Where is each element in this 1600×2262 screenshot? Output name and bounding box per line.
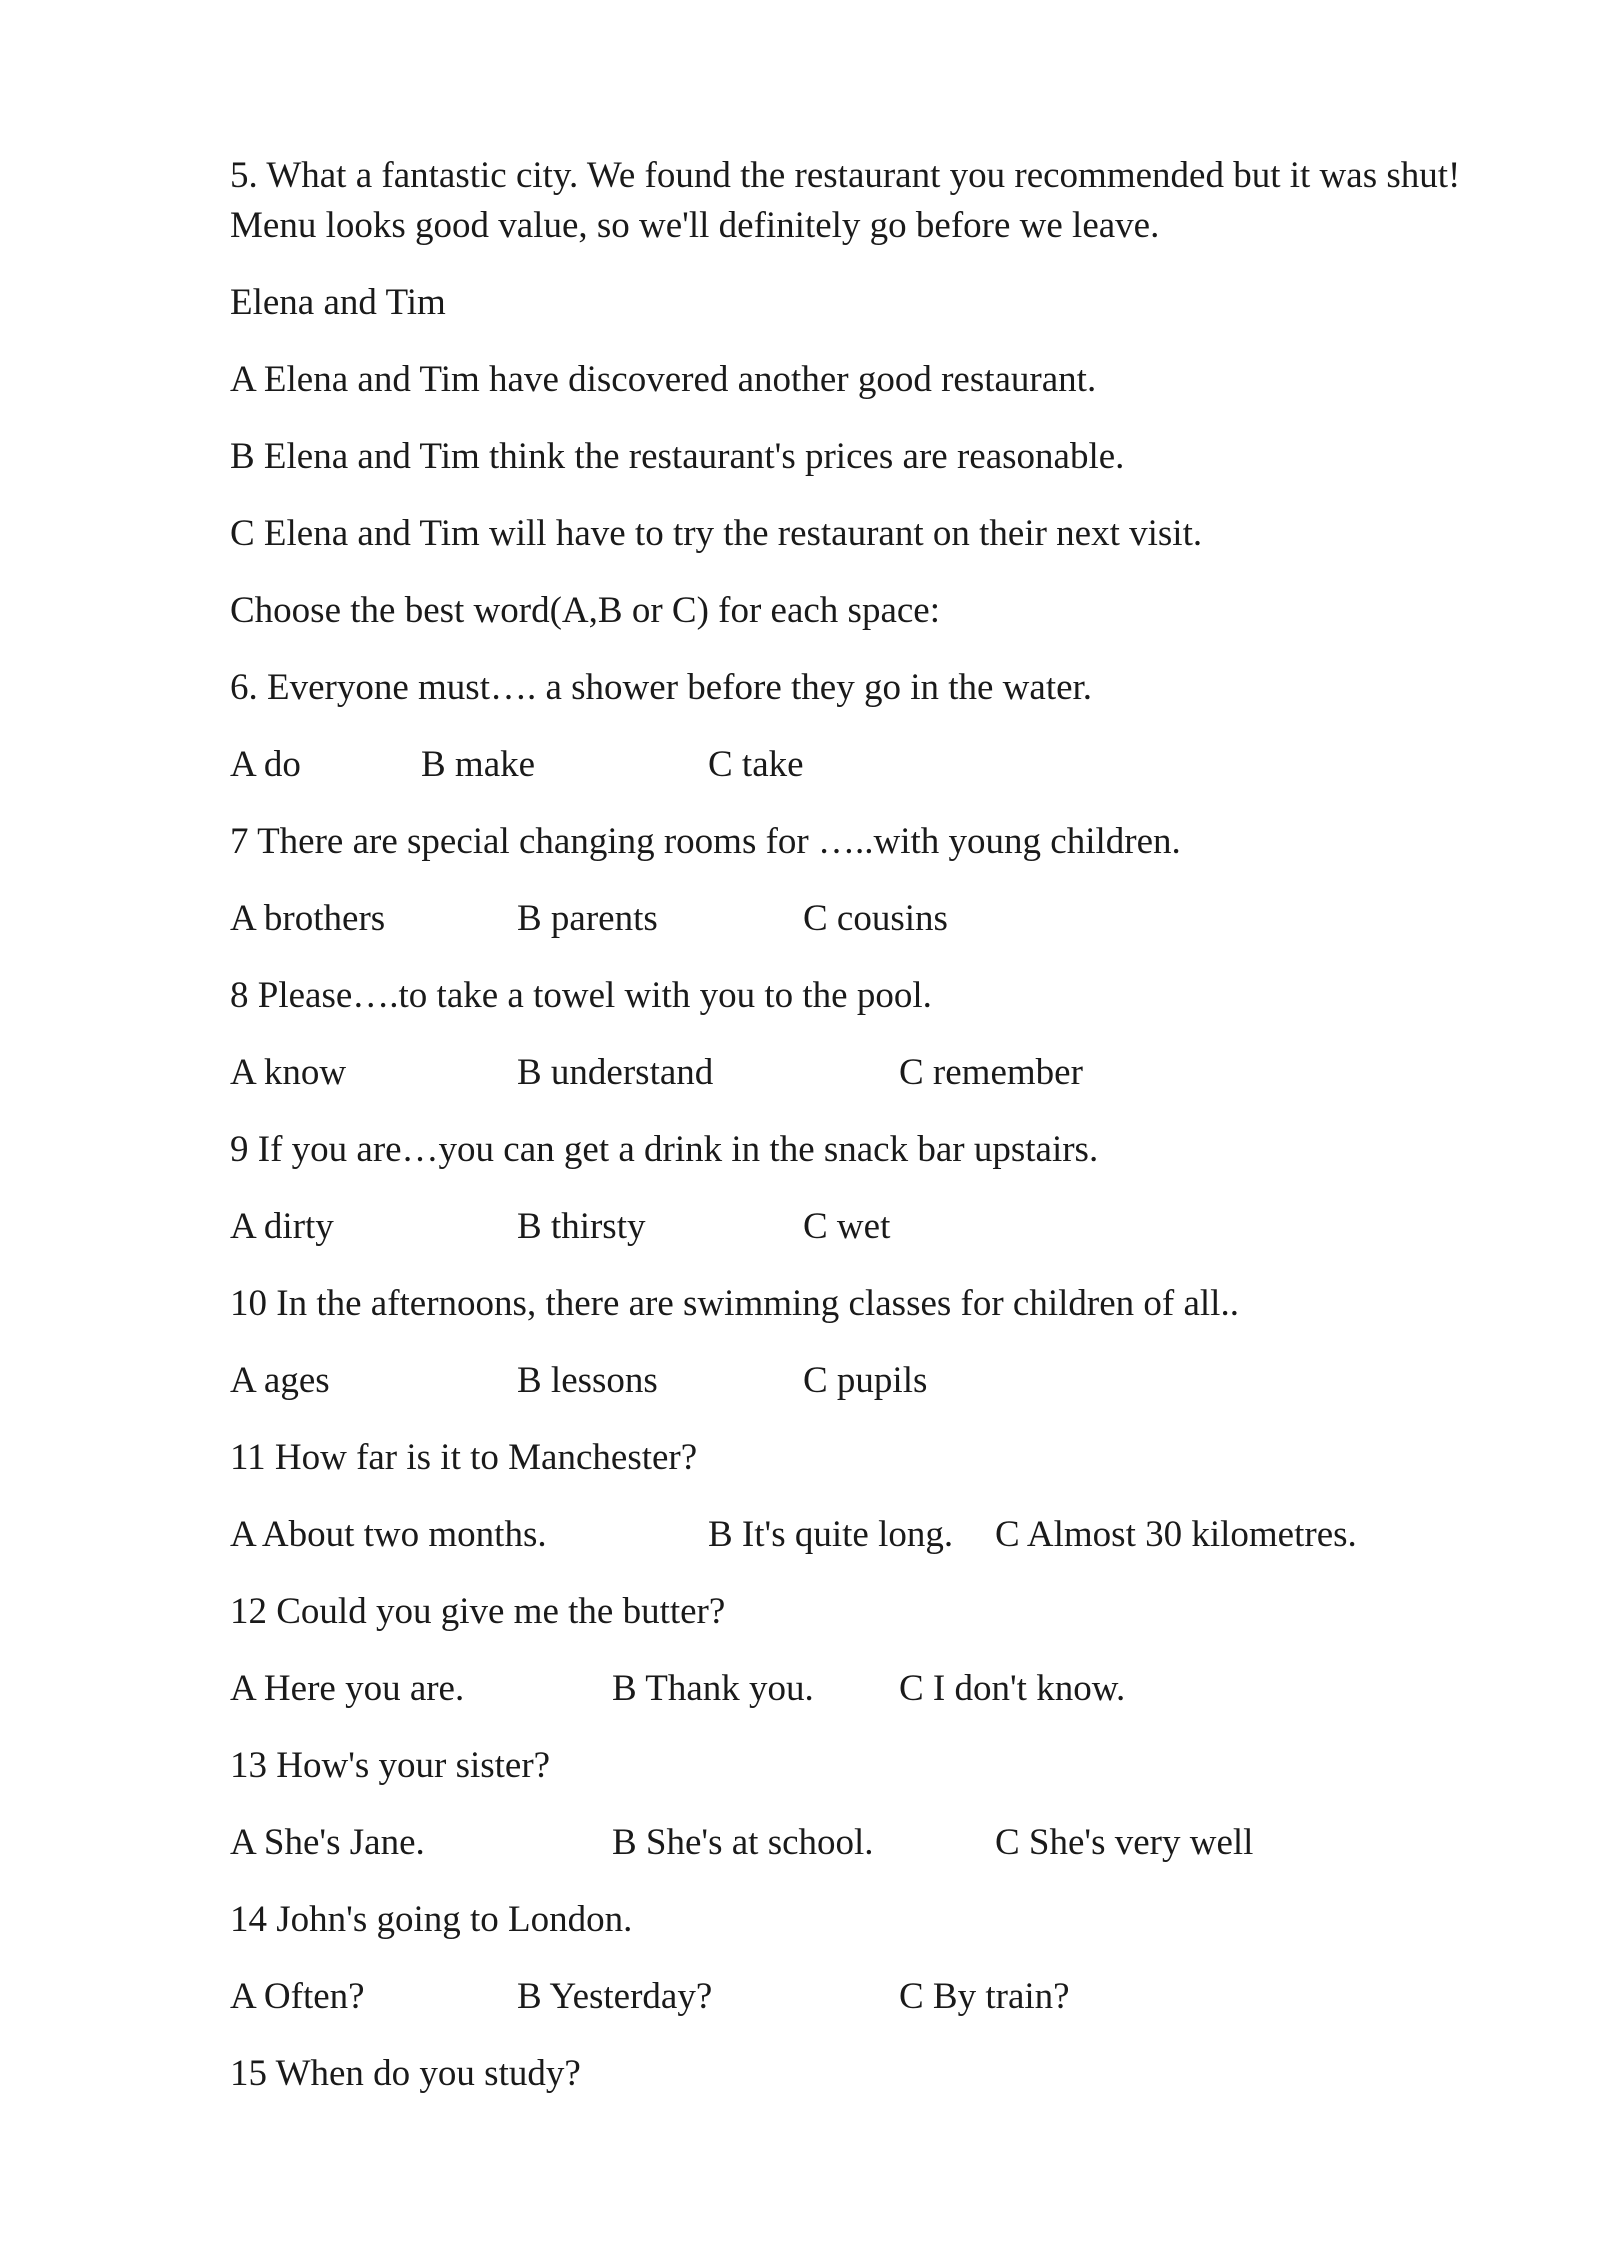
question-5-option-c: C Elena and Tim will have to try the restaurant on their next visit. (230, 513, 1203, 554)
question-8-option-c: C remember (899, 1052, 1083, 1093)
question-14-option-c: C By train? (899, 1976, 1070, 2017)
question-5-option-a: A Elena and Tim have discovered another good restaurant. (230, 359, 1097, 400)
question-11-option-a: A About two months. (230, 1514, 547, 1555)
question-9-option-c: C wet (803, 1206, 891, 1247)
question-8-text: 8 Please….to take a towel with you to the pool. (230, 975, 932, 1016)
section-instruction: Choose the best word(A,B or C) for each space: (230, 590, 940, 631)
question-6-option-c: C take (708, 744, 804, 785)
question-12-option-c: C I don't know. (899, 1668, 1126, 1709)
question-9-option-a: A dirty (230, 1206, 334, 1247)
question-13-option-b: B She's at school. (612, 1822, 874, 1863)
question-9-text: 9 If you are…you can get a drink in the snack bar upstairs. (230, 1129, 1099, 1170)
question-7-text: 7 There are special changing rooms for …..with young children. (230, 821, 1181, 862)
question-15-text: 15 When do you study? (230, 2053, 581, 2094)
question-6-option-a: A do (230, 744, 301, 785)
question-7-option-c: C cousins (803, 898, 948, 939)
question-10-text: 10 In the afternoons, there are swimming classes for children of all.. (230, 1283, 1239, 1324)
question-14-text: 14 John's going to London. (230, 1899, 633, 1940)
question-7-option-a: A brothers (230, 898, 386, 939)
question-10-option-a: A ages (230, 1360, 330, 1401)
question-9-option-b: B thirsty (517, 1206, 646, 1247)
question-10-option-b: B lessons (517, 1360, 658, 1401)
question-13-option-a: A She's Jane. (230, 1822, 425, 1863)
question-5-line-2: Menu looks good value, so we'll definitely go before we leave. (230, 205, 1160, 246)
question-14-option-a: A Often? (230, 1976, 365, 2017)
question-11-option-b: B It's quite long. (708, 1514, 954, 1555)
question-14-option-b: B Yesterday? (517, 1976, 713, 2017)
question-11-option-c: C Almost 30 kilometres. (995, 1514, 1357, 1555)
question-13-text: 13 How's your sister? (230, 1745, 551, 1786)
question-8-option-b: B understand (517, 1052, 714, 1093)
question-12-option-b: B Thank you. (612, 1668, 814, 1709)
question-6-text: 6. Everyone must…. a shower before they go in the water. (230, 667, 1093, 708)
question-6-option-b: B make (421, 744, 536, 785)
question-7-option-b: B parents (517, 898, 658, 939)
note-signature: Elena and Tim (230, 282, 446, 323)
question-12-option-a: A Here you are. (230, 1668, 465, 1709)
question-5-line-1: 5. What a fantastic city. We found the restaurant you recommended but it was shut! (230, 155, 1461, 196)
question-10-option-c: C pupils (803, 1360, 928, 1401)
question-5-option-b: B Elena and Tim think the restaurant's prices are reasonable. (230, 436, 1125, 477)
question-11-text: 11 How far is it to Manchester? (230, 1437, 698, 1478)
question-13-option-c: C She's very well (995, 1822, 1254, 1863)
question-12-text: 12 Could you give me the butter? (230, 1591, 726, 1632)
question-8-option-a: A know (230, 1052, 347, 1093)
